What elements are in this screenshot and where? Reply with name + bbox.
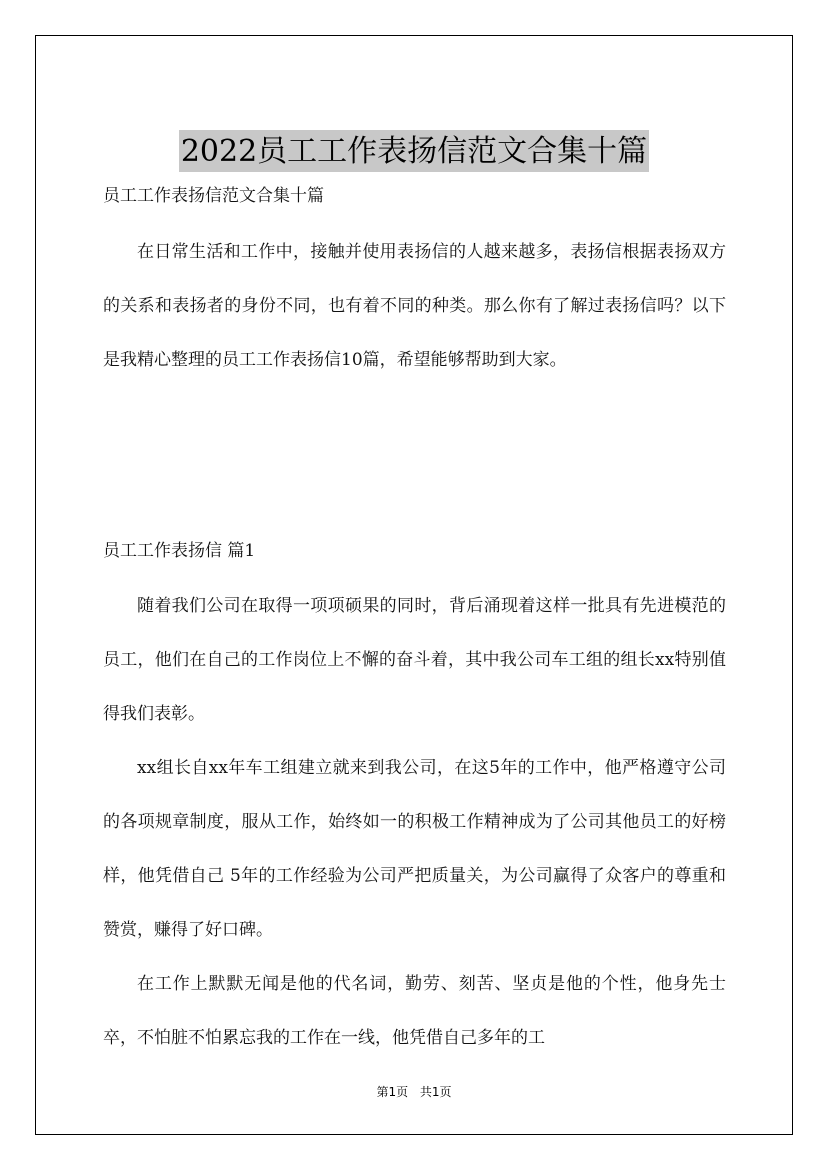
section-body (103, 579, 726, 1065)
document-page (35, 35, 793, 1135)
page-total: 共1页 (419, 1085, 452, 1099)
body-paragraph: 在工作上默默无闻是他的代名词，勤劳、刻苦、坚贞是他的个性，他身先士卒，不怕脏不怕累忘我的工作在一线，他凭借自己多年的工 (103, 974, 726, 1048)
body-paragraph: 随着我们公司在取得一项项硕果的同时，背后涌现着这样一批具有先进模范的员工，他们在自己的工作岗位上不懈的奋斗着，其中我公司车工组的组长xx特别值得我们表彰。 (103, 596, 726, 724)
page-number: 第1页 (376, 1085, 409, 1099)
section-heading: 员工工作表扬信 篇1 (103, 541, 256, 561)
intro-paragraph-block (103, 225, 726, 387)
page-footer (36, 1083, 792, 1100)
document-title-wrap (36, 130, 792, 172)
body-paragraph: xx组长自xx年车工组建立就来到我公司，在这5年的工作中，他严格遵守公司的各项规章制度，服从工作，始终如一的积极工作精神成为了公司其他员工的好榜样，他凭借自己 5年的工作经验为公司严把质量关，为公司赢得了众客户的尊重和赞赏，赚得了好口碑。 (103, 758, 726, 940)
intro-paragraph: 在日常生活和工作中，接触并使用表扬信的人越来越多，表扬信根据表扬双方的关系和表扬者的身份不同，也有着不同的种类。那么你有了解过表扬信吗？以下是我精心整理的员工工作表扬信10篇，希望能够帮助到大家。 (103, 242, 726, 370)
document-title: 2022员工工作表扬信范文合集十篇 (179, 130, 649, 172)
document-subtitle: 员工工作表扬信范文合集十篇 (103, 186, 324, 206)
